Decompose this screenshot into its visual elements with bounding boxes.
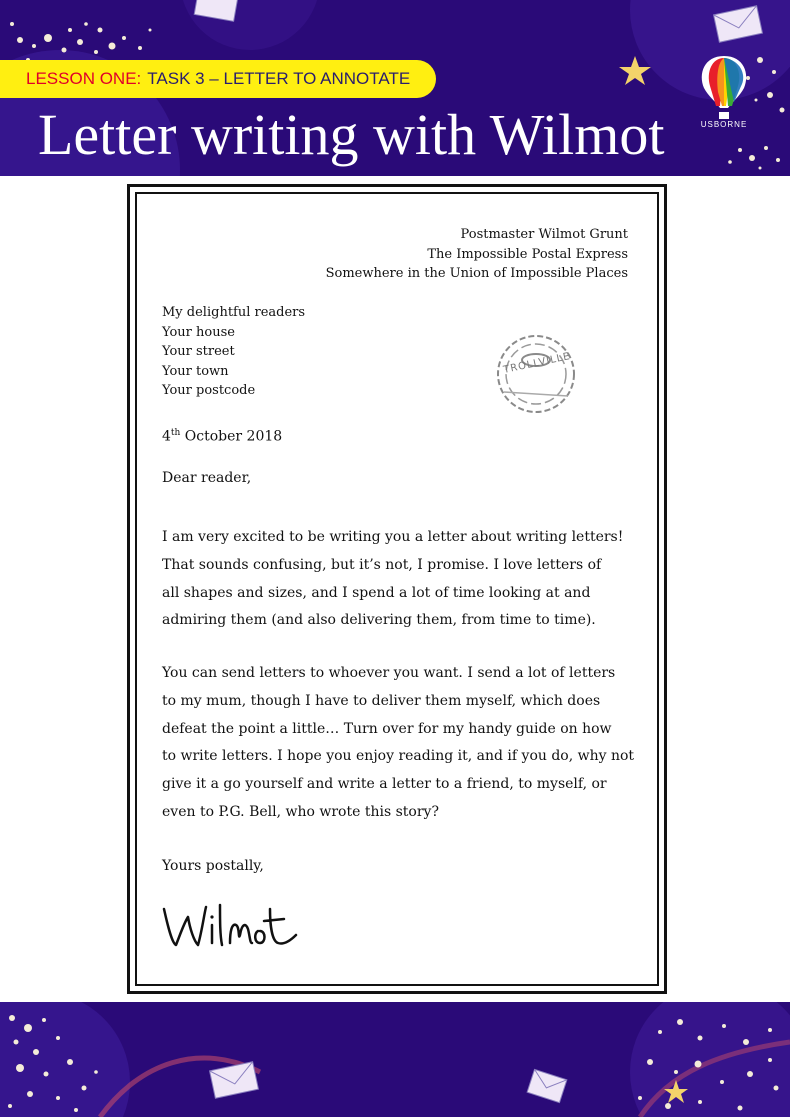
header-banner (0, 0, 790, 176)
sender-location: Somewhere in the Union of Impossible Places (325, 266, 628, 281)
recipient-address (162, 303, 305, 401)
date-rest: October 2018 (180, 428, 283, 445)
date-day: 4 (162, 428, 171, 445)
lesson-label: LESSON ONE: (26, 69, 142, 88)
recipient-line: Your postcode (162, 383, 256, 398)
footer-decoration (0, 1002, 790, 1117)
envelope-icon (210, 1062, 259, 1099)
stamp-text: TROLLVILLE (502, 351, 572, 376)
task-banner (0, 60, 436, 98)
paragraph-2: You can send letters to whoever you want. I send a lot of letters to my mum, though I have to deliver them myself, which does defeat the point a little… Turn over for my handy guide on how to write letters. I hope you enjoy reading it, and if you do, why not give it a go yourself and write a letter to a friend, to myself, or even to P.G. Bell, who wrote this story? (162, 665, 635, 820)
page-title: Letter writing with Wilmot (38, 102, 665, 167)
date-suffix: th (170, 428, 181, 438)
letter-date (162, 428, 282, 445)
sender-company: The Impossible Postal Express (427, 246, 628, 262)
recipient-line: Your street (162, 344, 235, 359)
recipient-line: My delightful readers (162, 305, 306, 320)
sender-address (326, 225, 628, 284)
closing: Yours postally, (162, 858, 264, 874)
recipient-line: Your town (162, 363, 229, 379)
footer-banner (0, 1002, 790, 1117)
signature (160, 895, 300, 955)
envelope-icon (527, 1069, 567, 1102)
recipient-line: Your house (162, 324, 235, 340)
logo-text: USBORNE (700, 120, 748, 129)
sender-name: Postmaster Wilmot Grunt (460, 227, 628, 242)
task-label: TASK 3 – LETTER TO ANNOTATE (147, 69, 411, 88)
paragraph-1: I am very excited to be writing you a letter about writing letters! That sounds confusing, but it’s not, I promise. I love letters of all shapes and sizes, and I spend a lot of time looking at and admiring them (and also delivering them, from time to time). (162, 529, 624, 629)
greeting: Dear reader, (162, 470, 252, 486)
